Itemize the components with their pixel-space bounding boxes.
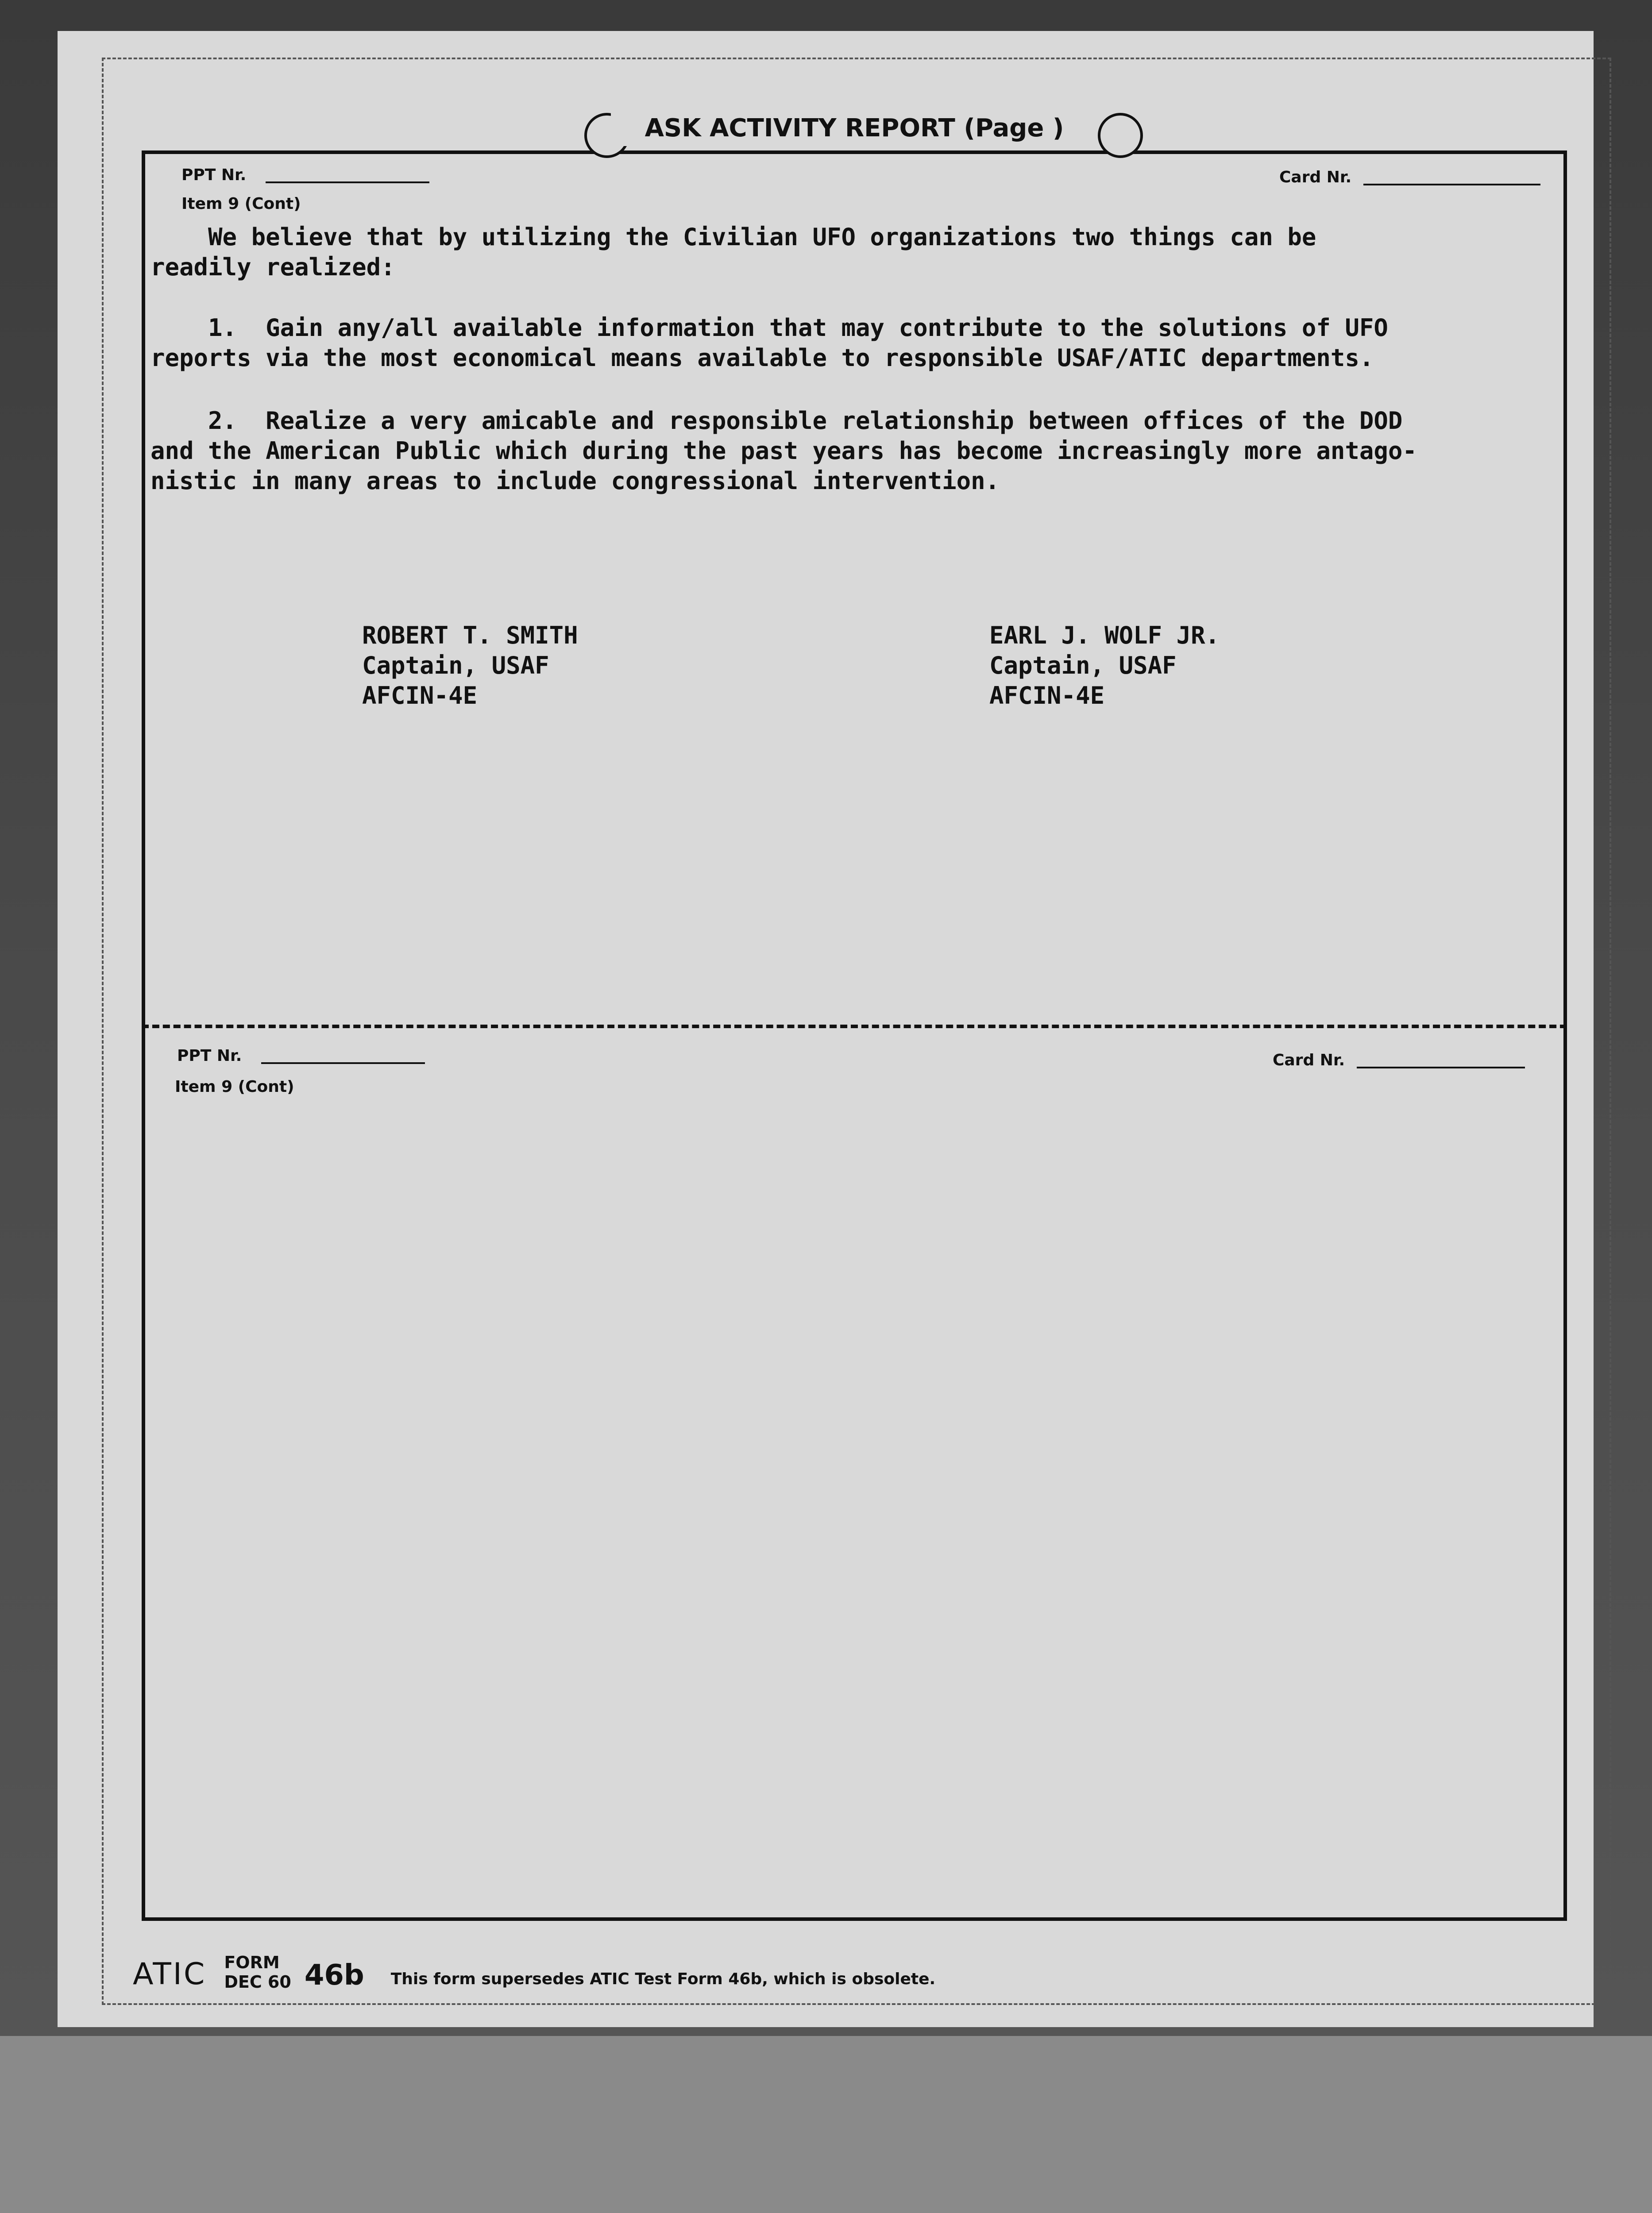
- signature-1-office: AFCIN-4E: [362, 682, 478, 709]
- signature-1-name: ROBERT T. SMITH: [362, 621, 578, 649]
- binder-hole-right: [1098, 113, 1143, 158]
- footer-form-number: 46b: [304, 1959, 364, 1992]
- signature-2-rank: Captain, USAF: [989, 652, 1177, 679]
- card-label-lower: Card Nr.: [1273, 1051, 1345, 1069]
- footer-form-stack: [224, 1953, 291, 1992]
- card-label-upper: Card Nr.: [1279, 168, 1352, 186]
- footer-agency: ATIC: [133, 1957, 207, 1992]
- point2-line-3: nistic in many areas to include congressional intervention.: [151, 467, 1000, 495]
- form-footer: [133, 1939, 935, 1992]
- scan-lower-area: [0, 2036, 1652, 2213]
- footer-form-date: DEC 60: [224, 1972, 291, 1992]
- signature-2-office: AFCIN-4E: [989, 682, 1105, 709]
- ppt-label-upper: PPT Nr.: [181, 166, 247, 184]
- footer-form-label: FORM: [224, 1953, 280, 1972]
- item-label-upper: Item 9 (Cont): [181, 195, 301, 213]
- card-line-upper: [1363, 184, 1540, 185]
- ppt-line-lower: [261, 1062, 425, 1064]
- ppt-label-lower: PPT Nr.: [177, 1047, 242, 1065]
- intro-line-1: We believe that by utilizing the Civilian UFO organizations two things can be: [151, 223, 1316, 251]
- point1-line-1: 1. Gain any/all available information that may contribute to the solutions of UFO: [151, 314, 1388, 342]
- ppt-line-upper: [266, 181, 429, 183]
- point2-line-1: 2. Realize a very amicable and responsible relationship between offices of the DOD: [151, 407, 1403, 435]
- section-separator: [142, 1025, 1567, 1028]
- footer-supersedes-note: This form supersedes ATIC Test Form 46b, which is obsolete.: [390, 1970, 936, 1988]
- card-line-lower: [1357, 1067, 1525, 1068]
- item-label-lower: Item 9 (Cont): [175, 1078, 294, 1096]
- point2-line-2: and the American Public which during the past years has become increasingly more antago-: [151, 437, 1417, 465]
- point1-line-2: reports via the most economical means available to responsible USAF/ATIC departments.: [151, 344, 1374, 372]
- form-header: ASK ACTIVITY REPORT (Page ): [611, 111, 1098, 146]
- signature-2-name: EARL J. WOLF JR.: [989, 621, 1220, 649]
- signature-1-rank: Captain, USAF: [362, 652, 549, 679]
- intro-line-2: readily realized:: [151, 253, 395, 281]
